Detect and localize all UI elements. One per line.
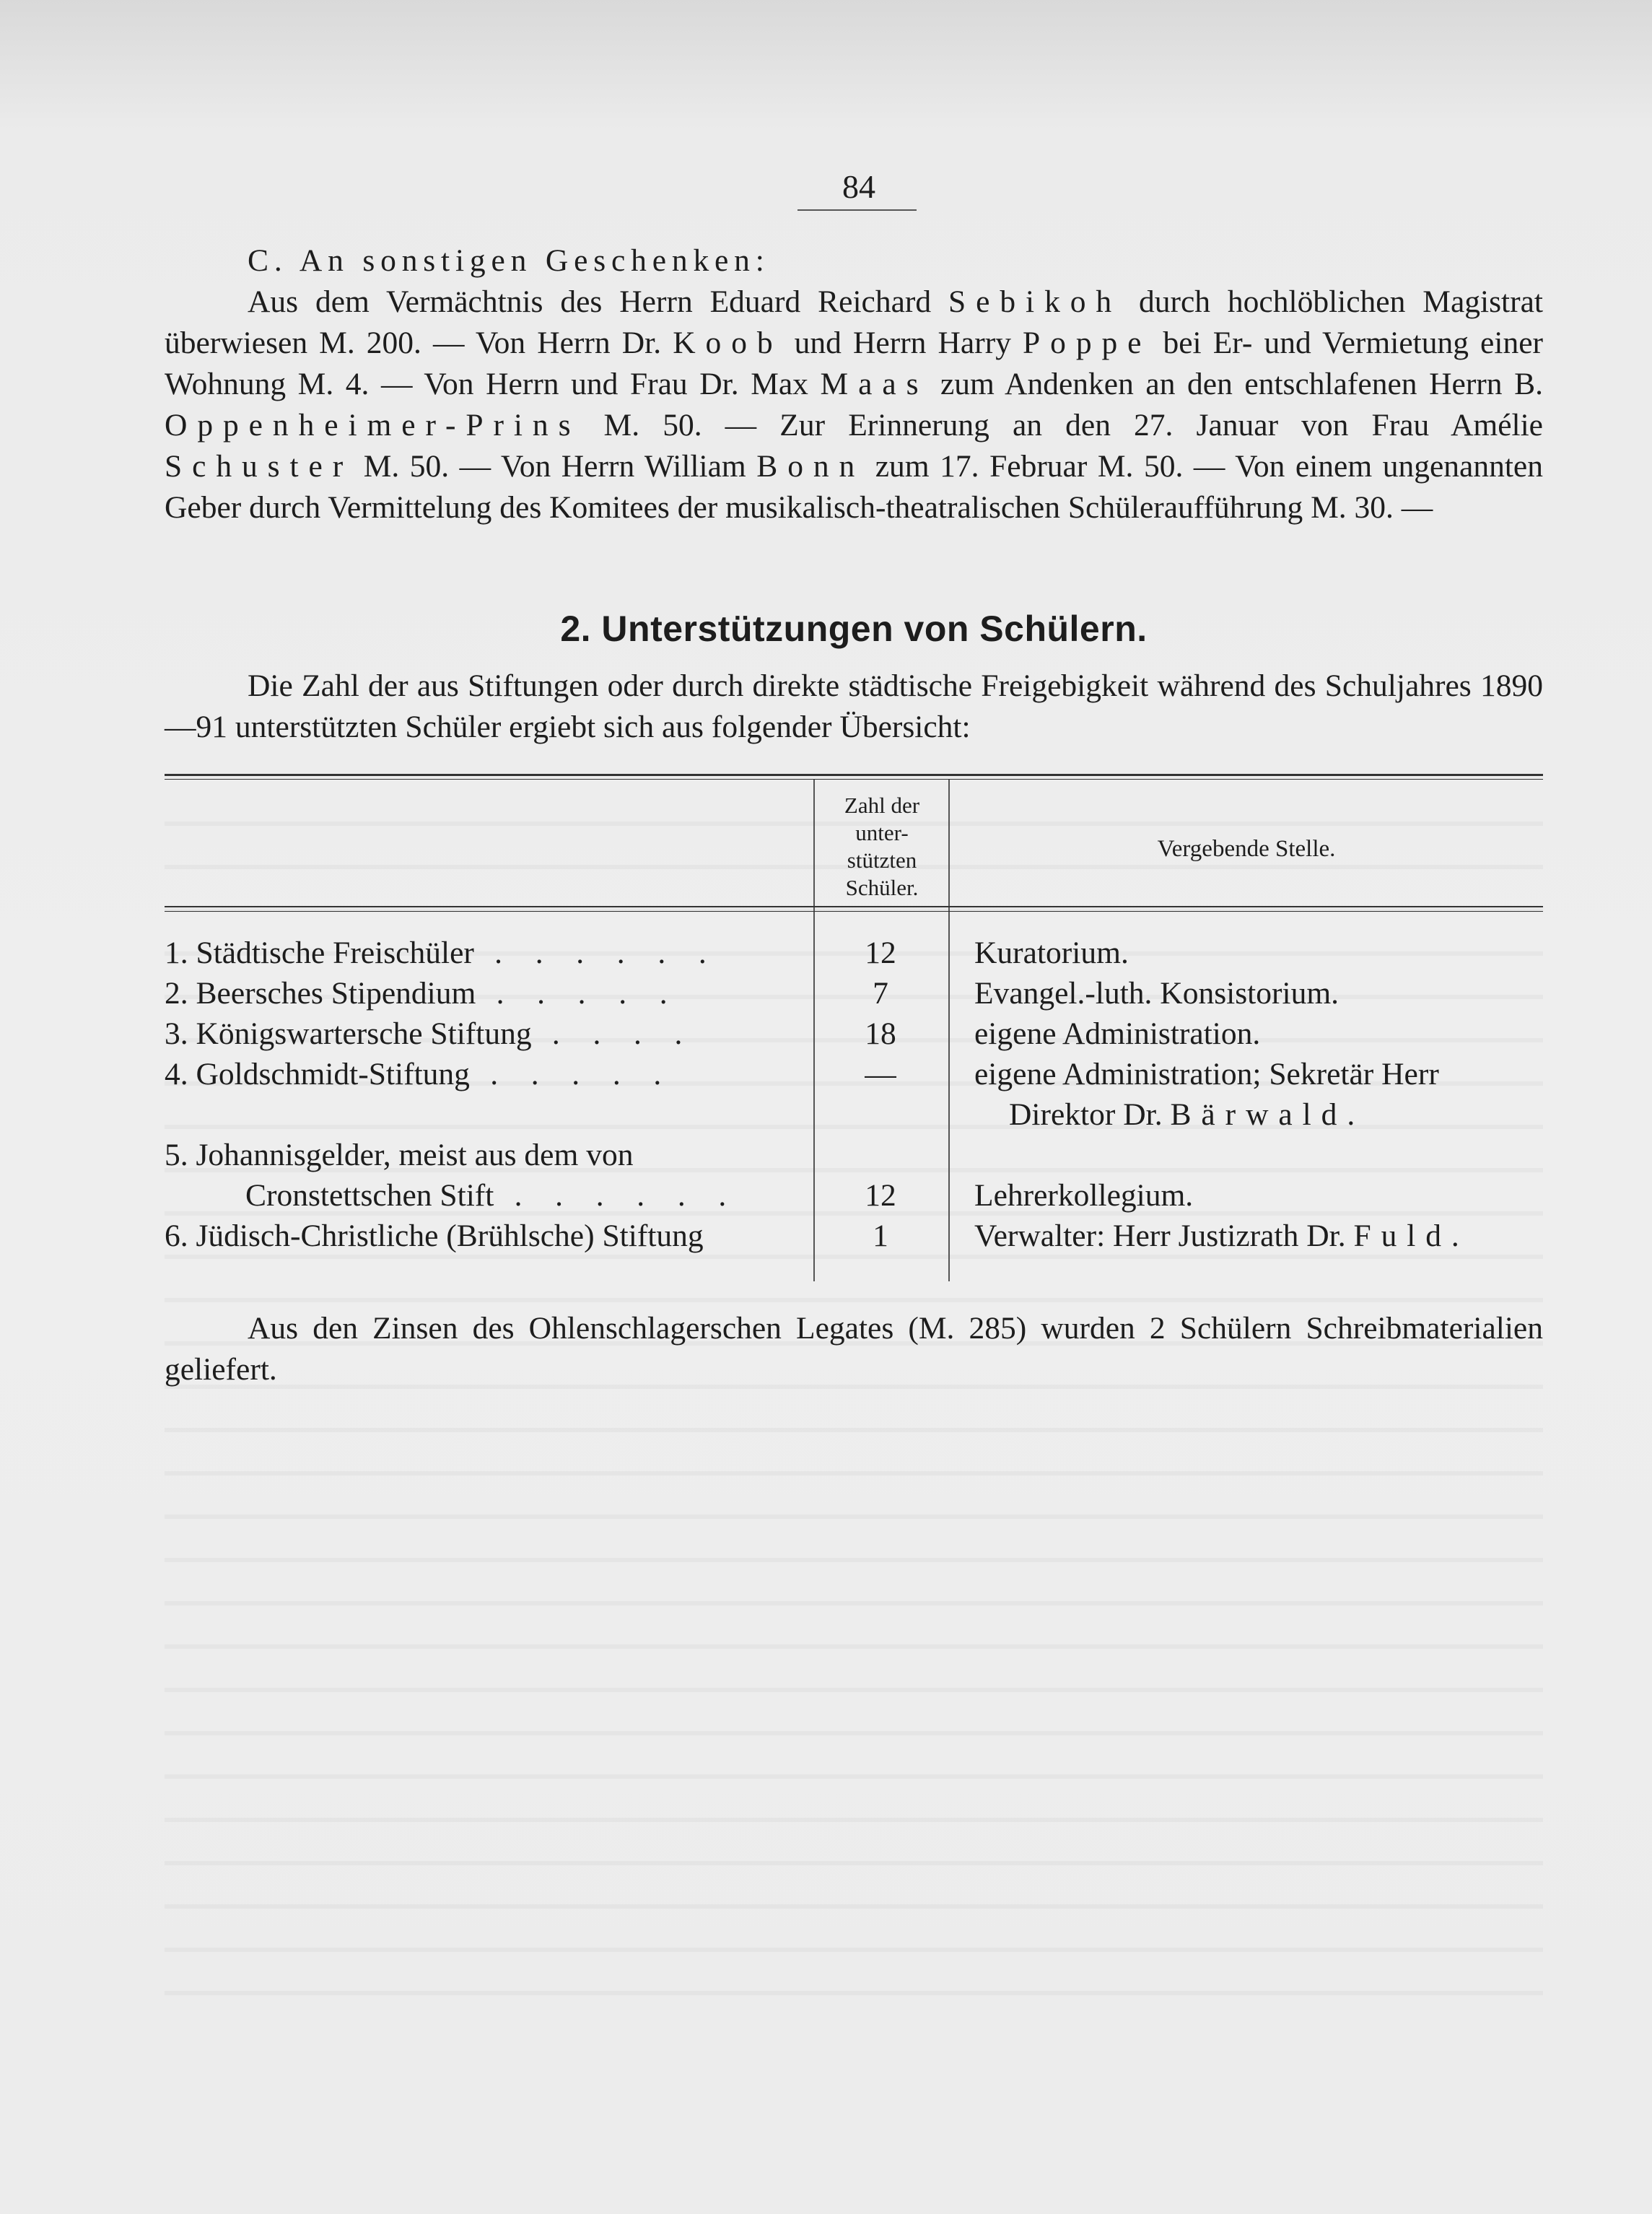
paragraph-text: M. 50. — Von Herrn William bbox=[353, 449, 757, 484]
spaced-name: Poppe bbox=[1023, 326, 1152, 360]
row-label bbox=[165, 973, 680, 1014]
header-stelle: Vergebende Stelle. bbox=[1157, 836, 1336, 862]
section-c-paragraph bbox=[165, 282, 1543, 528]
row-label-text: 4. Goldschmidt-Stiftung bbox=[165, 1057, 470, 1091]
header-count-line: unter- bbox=[855, 820, 909, 845]
row-label bbox=[165, 933, 719, 973]
header-count bbox=[816, 792, 948, 902]
section-2-heading: 2. Unterstützungen von Schülern. bbox=[560, 609, 1148, 649]
header-count-line: Zahl der bbox=[844, 793, 920, 818]
row-leader-dots: . . . . bbox=[531, 1016, 695, 1051]
row-stelle: Kuratorium. bbox=[974, 936, 1129, 970]
row-stelle: Evangel.-luth. Konsistorium. bbox=[974, 976, 1339, 1011]
row-label bbox=[165, 1135, 633, 1175]
page-number-underline bbox=[797, 209, 917, 211]
row-leader-dots: . . . . . . bbox=[473, 936, 720, 970]
row-count: 1 bbox=[873, 1219, 888, 1253]
row-stelle-text: . bbox=[1347, 1097, 1355, 1132]
row-count: — bbox=[865, 1057, 896, 1091]
row-count: 12 bbox=[865, 936, 896, 970]
paragraph-text: M. 50. — Zur Erinnerung an den 27. Januar von Frau Amélie bbox=[580, 408, 1543, 443]
spaced-name: Schuster bbox=[165, 449, 354, 484]
row-label-text: 6. Jüdisch-Christliche (Brühlsche) Stiftung bbox=[165, 1219, 704, 1253]
row-stelle-spaced-name: Fuld bbox=[1353, 1219, 1451, 1253]
row-stelle-text: . bbox=[1451, 1219, 1459, 1253]
row-stelle: eigene Administration; Sekretär Herr bbox=[974, 1057, 1439, 1091]
header-count-line: stützten bbox=[847, 847, 917, 873]
paragraph-text: zum 17. Februar M. 50. — Von einem ungenannten Geber durch Vermittelung des Komitees der musikalisch-theatralischen Schüleraufführung M. 30. — bbox=[165, 449, 1543, 525]
paragraph-text: bei Er- und Vermietung einer Wohnung M. 4. — Von Herrn und Frau Dr. Max bbox=[165, 326, 1543, 401]
row-label-text: 5. Johannisgelder, meist aus dem von bbox=[165, 1138, 634, 1172]
page-number: 84 bbox=[842, 168, 875, 205]
row-leader-dots: . . . . . . bbox=[494, 1178, 739, 1213]
row-stelle bbox=[1009, 1094, 1355, 1135]
row-count: 18 bbox=[865, 1016, 896, 1051]
section-2-intro: Die Zahl der aus Stiftungen oder durch direkte städtische Freigebigkeit während des Schuljahres 1890—91 unterstützten Schüler ergiebt sich aus folgender Übersicht: bbox=[165, 668, 1543, 744]
row-stelle-text: Direktor Dr. bbox=[1009, 1097, 1171, 1132]
row-stelle: eigene Administration. bbox=[974, 1016, 1261, 1051]
row-count: 12 bbox=[865, 1178, 896, 1213]
paragraph-text: Aus dem Vermächtnis des Herrn Eduard Reichard bbox=[248, 284, 949, 319]
row-stelle-text: Verwalter: Herr Justizrath Dr. bbox=[974, 1219, 1354, 1253]
row-label-text: 3. Königswartersche Stiftung bbox=[165, 1016, 532, 1051]
row-stelle bbox=[974, 1216, 1459, 1256]
spaced-name: Maas bbox=[820, 367, 929, 401]
row-leader-dots: . . . . . bbox=[469, 1057, 674, 1091]
row-count: 7 bbox=[873, 976, 888, 1011]
spaced-name: Koob bbox=[673, 326, 783, 360]
table-col-divider-left bbox=[813, 780, 815, 1281]
spaced-name: Oppenheimer-Prins bbox=[165, 408, 581, 443]
paragraph-text: durch hochlöblichen Magistrat überwiesen M. 200. — Von Herrn Dr. bbox=[165, 284, 1543, 360]
header-count-line: Schüler. bbox=[845, 875, 919, 900]
spaced-name: Sebikoh bbox=[948, 284, 1122, 319]
row-label-text: 2. Beersches Stipendium bbox=[165, 976, 476, 1011]
row-label-text: 1. Städtische Freischüler bbox=[165, 936, 474, 970]
row-stelle: Lehrerkollegium. bbox=[974, 1178, 1194, 1213]
row-label bbox=[165, 1014, 695, 1054]
row-label bbox=[165, 1054, 674, 1094]
row-leader-dots: . . . . . bbox=[476, 976, 681, 1011]
paragraph-text: und Herrn Harry bbox=[782, 326, 1023, 360]
row-label bbox=[165, 1216, 704, 1256]
section-2-footer: Aus den Zinsen des Ohlenschlagerschen Legates (M. 285) wurden 2 Schülern Schreibmaterialien geliefert. bbox=[165, 1311, 1543, 1387]
row-label bbox=[245, 1175, 739, 1216]
section-c-title: C. An sonstigen Geschenken: bbox=[248, 243, 770, 278]
row-label-text: Cronstettschen Stift bbox=[245, 1178, 494, 1213]
table-top-rule-thin bbox=[165, 779, 1543, 780]
row-stelle-spaced-name: Bärwald bbox=[1170, 1097, 1347, 1132]
table-top-rule bbox=[165, 774, 1543, 776]
section-c bbox=[165, 240, 1543, 528]
table-header-rule bbox=[165, 906, 1543, 907]
paragraph-text: zum Andenken an den entschlafenen Herrn B. bbox=[928, 367, 1543, 401]
spaced-name: Bonn bbox=[756, 449, 865, 484]
table-header-rule-thin bbox=[165, 911, 1543, 912]
